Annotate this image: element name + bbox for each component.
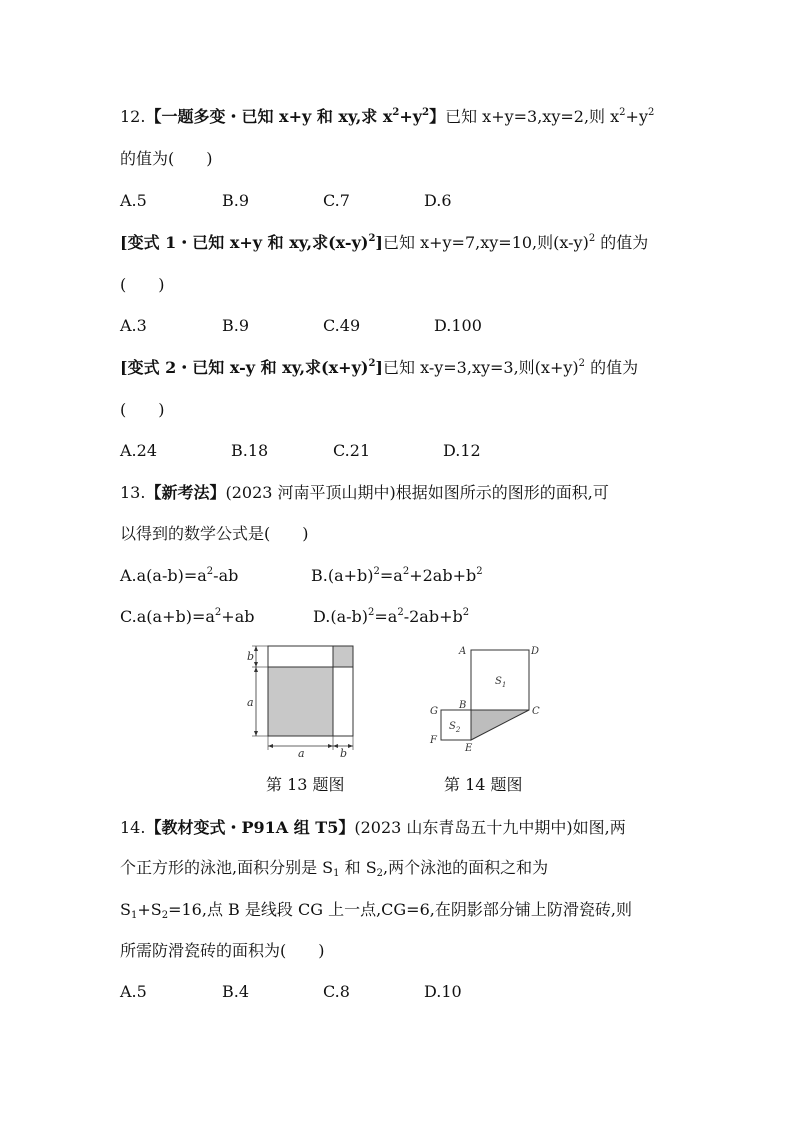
v2-option-d: D.12 (443, 441, 481, 460)
q12-line-1 (120, 106, 654, 128)
fig13-shaded-large (268, 667, 333, 736)
q12-option-b: B.9 (222, 191, 250, 210)
fig13-caption: 第 13 题图 (266, 775, 345, 794)
v2-line-1 (120, 357, 638, 379)
fig14-caption: 第 14 题图 (444, 775, 523, 794)
figure-13 (240, 638, 365, 758)
q13-option-c: $C.a(a+b)=a^2+ab$ (120, 607, 255, 626)
v2-option-a: A.24 (120, 441, 157, 460)
v1-option-b: B.9 (222, 316, 250, 335)
fig13-label-a-bottom: a (298, 747, 305, 758)
v2-option-b: B.18 (231, 441, 269, 460)
q14-option-c: C.8 (323, 982, 350, 1001)
fig14-label-s2: $S_2$ (449, 721, 461, 734)
q13-tag: 【新考法】 (145, 483, 226, 502)
fig14-label-d: D (531, 646, 540, 657)
fig14-label-b: B (459, 700, 467, 711)
q14-number: 14. (120, 818, 146, 837)
q14-option-b: B.4 (222, 982, 250, 1001)
q14-option-a: A.5 (120, 982, 147, 1001)
q12-stem: 已知 x+y=3,xy=2,则 $x^2+y^2$ (445, 107, 655, 126)
q14-stem: (2023 山东青岛五十九中期中)如图,两 (354, 818, 626, 837)
fig14-label-g: G (430, 706, 438, 717)
v1-option-a: A.3 (120, 316, 147, 335)
fig13-label-b-bottom: b (340, 747, 348, 758)
figure-14 (425, 640, 550, 755)
fig14-label-f: F (430, 735, 437, 746)
fig14-square-s2 (441, 710, 471, 740)
fig14-label-c: C (532, 706, 540, 717)
v1-option-d: D.100 (434, 316, 482, 335)
q14-line-3: $S_1+S_2=16$,点 B 是线段 CG 上一点,CG=6,在阴影部分铺上防滑瓷砖,则 (120, 900, 632, 921)
q12-option-d: D.6 (424, 191, 452, 210)
v1-option-c: C.49 (323, 316, 361, 335)
fig13-label-b-left: b (247, 650, 255, 663)
q13-line-2: 以得到的数学公式是( ) (120, 524, 309, 543)
q13-option-b: $B.(a+b)^2=a^2+2ab+b^2$ (311, 566, 483, 585)
q12-option-c: C.7 (323, 191, 350, 210)
q13-number: 13. (120, 483, 146, 502)
q12-line-2: 的值为( ) (120, 149, 213, 168)
q13-option-d: $D.(a-b)^2=a^2-2ab+b^2$ (313, 607, 470, 626)
v1-answer-paren: ( ) (120, 275, 165, 294)
fig14-label-a: A (459, 646, 467, 657)
fig14-label-s1: $S_1$ (495, 676, 507, 689)
fig13-label-a-left: a (247, 696, 254, 709)
q12-tag: 【一题多变・已知 x+y 和 xy,求 $x^2+y^2$】 (145, 107, 446, 126)
q13-stem: (2023 河南平顶山期中)根据如图所示的图形的面积,可 (225, 483, 609, 502)
v2-answer-paren: ( ) (120, 400, 165, 419)
fig14-shaded-triangle (471, 710, 529, 740)
q13-line-1 (120, 482, 609, 504)
v2-stem: 已知 x-y=3,xy=3,则$(x+y)^2$ 的值为 (383, 358, 639, 377)
q14-line-4: 所需防滑瓷砖的面积为( ) (120, 941, 325, 960)
q14-line-1 (120, 817, 626, 839)
q14-tag: 【教材变式・P91A 组 T5】 (145, 818, 355, 837)
v1-tag: [变式 1・已知 x+y 和 xy,求$(x-y)^2$] (120, 233, 383, 252)
fig14-label-e: E (465, 743, 473, 754)
v2-option-c: C.21 (333, 441, 371, 460)
q14-line-2: 个正方形的泳池,面积分别是 $S_1$ 和 $S_2$,两个泳池的面积之和为 (120, 858, 549, 879)
q13-option-a: $A.a(a-b)=a^2-ab$ (120, 566, 239, 585)
v1-line-1 (120, 232, 648, 254)
q14-option-d: D.10 (424, 982, 462, 1001)
v2-tag: [变式 2・已知 x-y 和 xy,求$(x+y)^2$] (120, 358, 383, 377)
v1-stem: 已知 x+y=7,xy=10,则$(x-y)^2$ 的值为 (383, 233, 649, 252)
q12-number: 12. (120, 107, 146, 126)
q12-option-a: A.5 (120, 191, 147, 210)
fig13-shaded-small (333, 646, 353, 667)
